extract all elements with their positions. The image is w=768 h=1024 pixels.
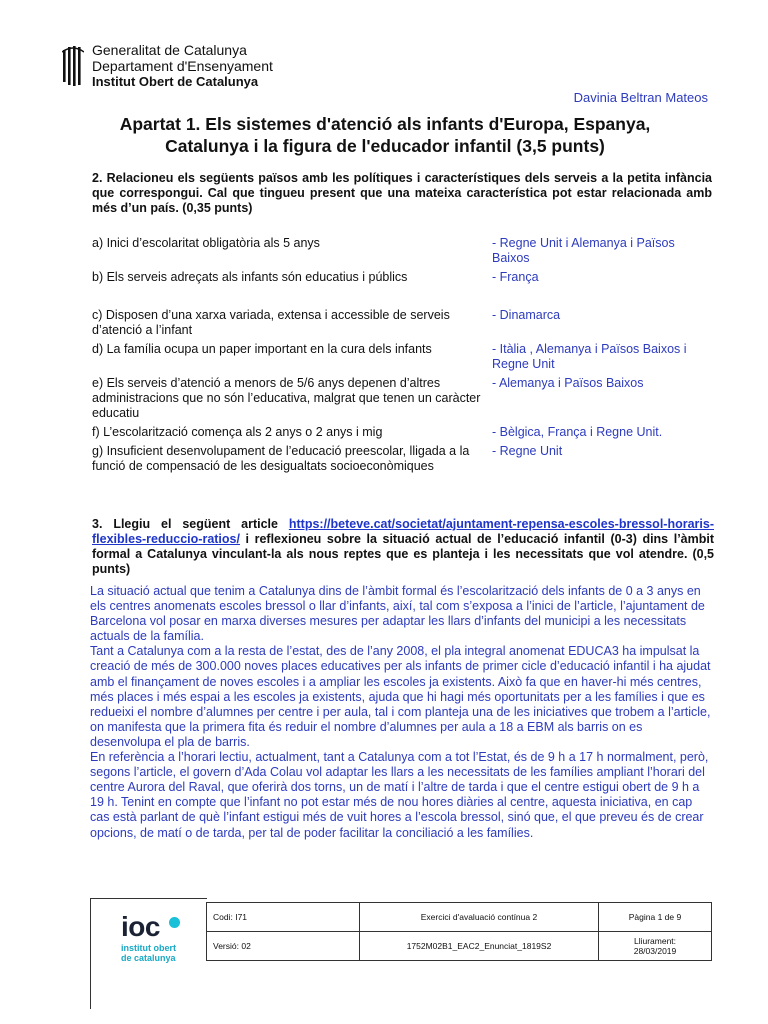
pagina-cell: Pàgina 1 de 9 — [599, 903, 712, 932]
ioc-logo — [90, 898, 207, 1009]
feature-cell: c) Disposen d’una xarxa variada, extensa i accessible de serveis d’atenció a l’infant — [92, 308, 450, 337]
answer-paragraph: Tant a Catalunya com a la resta de l’estat, des de l’any 2008, el pla integral anomenat EDUCA3 ha impulsat la creació de més de 300.000 noves places educatives per als infants de primer cicle d’educació infantil i ha ajudat amb el finançament de noves escoles i a ampliar les escoles ja existents. Això fa que en haver-hi més centres, més places i més espai a les escoles ja existents, ajuda que hi hagi més oportunitats per a les famílies i que es redueixi el nombre d’alumnes per centre i per aula, tal i com planteja una de les iniciatives que trobem a l’article, on manifesta que la primera fita és reduir el nombre d’alumnes per aula a 18 a EBM als barris on es desenvolupa el pla de barris. — [90, 644, 711, 749]
feature-cell: b) Els serveis adreçats als infants són educatius i públics — [92, 270, 408, 284]
document-code-cell: 1752M02B1_EAC2_Enunciat_1819S2 — [360, 932, 599, 961]
lliurament-cell — [599, 932, 712, 961]
question-3 — [92, 517, 714, 577]
relations-table — [90, 234, 714, 476]
feature-cell: e) Els serveis d’atenció a menors de 5/6 anys depenen d’altres administracions que no són l’educativa, malgrat que tenen un caràcter educatiu — [92, 376, 481, 420]
feature-cell: a) Inici d’escolaritat obligatòria als 5 anys — [92, 236, 320, 250]
author-name: Davinia Beltran Mateos — [573, 90, 708, 105]
table-row — [90, 423, 714, 442]
codi-cell: Codi: I71 — [207, 903, 360, 932]
table-row — [207, 903, 712, 932]
question-3-suffix: i reflexioneu sobre la situació actual de l’educació infantil (0-3) dins l’àmbit formal a Catalunya vinculant-la als nous reptes que es planteja i les necessitats que vol atendre. (0,5 punts) — [92, 532, 714, 576]
table-row — [90, 268, 714, 306]
exercici-cell: Exercici d'avaluació contínua 2 — [360, 903, 599, 932]
article-link[interactable]: https://beteve.cat/societat/ajuntament-repensa-escoles-bressol-horaris-flexibles-reduccio-ratios/ — [92, 517, 714, 546]
lliurament-label: Lliurament: — [633, 936, 677, 946]
country-cell: - Alemanya i Països Baixos — [492, 376, 644, 390]
ioc-dot-icon — [169, 917, 180, 928]
feature-cell: f) L’escolarització comença als 2 anys o 2 anys i mig — [92, 425, 383, 439]
table-row — [90, 374, 714, 423]
ioc-sub-line-1: institut obert — [121, 943, 176, 953]
ioc-sub-line-2: de catalunya — [121, 953, 176, 963]
org-line-3: Institut Obert de Catalunya — [92, 74, 259, 89]
country-cell: - Dinamarca — [492, 308, 561, 322]
feature-cell: g) Insuficient desenvolupament de l’educació preescolar, lligada a la funció de compensació de les desigualtats socioeconòmiques — [92, 444, 470, 473]
ioc-logo-subtitle — [121, 943, 176, 963]
question-2: 2. Relacioneu els següents països amb les polítiques i característiques dels serveis a la petita infància que correspongui. Cal que tingueu present que una mateixa característica pot estar relacionada amb més d’un país. (0,35 punts) — [92, 171, 712, 215]
footer-meta-table — [206, 902, 712, 961]
answer-paragraph: La situació actual que tenim a Catalunya dins de l’àmbit formal és l’escolarització dels infants de 0 a 3 anys en els centres anomenats escoles bressol o llar d’infants, així, tal com s’exposa a l’inici de l’article, l’ajuntament de Barcelona vol posar en marxa diverses mesures per adaptar les llars d’infants del municipi a les necessitats actuals de la família. — [90, 584, 705, 644]
country-cell: - Regne Unit — [492, 444, 563, 458]
table-row — [207, 932, 712, 961]
answer-paragraph: En referència a l’horari lectiu, actualment, tant a Catalunya com a tot l’Estat, és de 9 h a 17 h normalment, però, segons l’article, el govern d’Ada Colau vol adaptar les llars a les necessitats de les famílies ampliant l’horari del centre Aurora del Raval, que oferirà dos torns, un de matí i l’altre de tarda i que el centre estigui obert de 9 h a 19 h. Tenint en compte que l’infant no pot estar més de nou hores diàries al centre, aquesta iniciativa, en cap cas està parlant de què l’infant estigui més de vuit hores a l’escola bressol, sinó que, el que preveu és de crear opcions, de matí o de tarda, per tal de poder facilitar la conciliació a les famílies. — [90, 750, 709, 840]
table-row — [90, 340, 714, 374]
page-title: Apartat 1. Els sistemes d'atenció als infants d'Europa, Espanya, Catalunya i la figura de l'educador infantil (3,5 punts) — [119, 114, 651, 156]
org-line-1: Generalitat de Catalunya — [92, 42, 247, 58]
feature-cell: d) La família ocupa un paper important en la cura dels infants — [92, 342, 432, 356]
ioc-logo-word: ioc — [121, 911, 160, 942]
document-footer — [90, 898, 714, 1008]
versio-cell: Versió: 02 — [207, 932, 360, 961]
country-cell: - Regne Unit i Alemanya i Països Baixos — [492, 236, 675, 265]
answer-text — [90, 584, 714, 841]
org-line-2: Departament d'Ensenyament — [92, 58, 273, 74]
table-row — [90, 306, 714, 340]
country-cell: - Bèlgica, França i Regne Unit. — [492, 425, 663, 439]
generalitat-logo-icon — [62, 46, 84, 86]
lliurament-date: 28/03/2019 — [633, 946, 677, 956]
country-cell: - Itàlia , Alemanya i Països Baixos i Regne Unit — [492, 342, 687, 371]
country-cell: - França — [492, 270, 539, 284]
question-3-prefix: 3. Llegiu el següent article — [92, 517, 289, 531]
table-row — [90, 234, 714, 268]
table-row — [90, 442, 714, 476]
